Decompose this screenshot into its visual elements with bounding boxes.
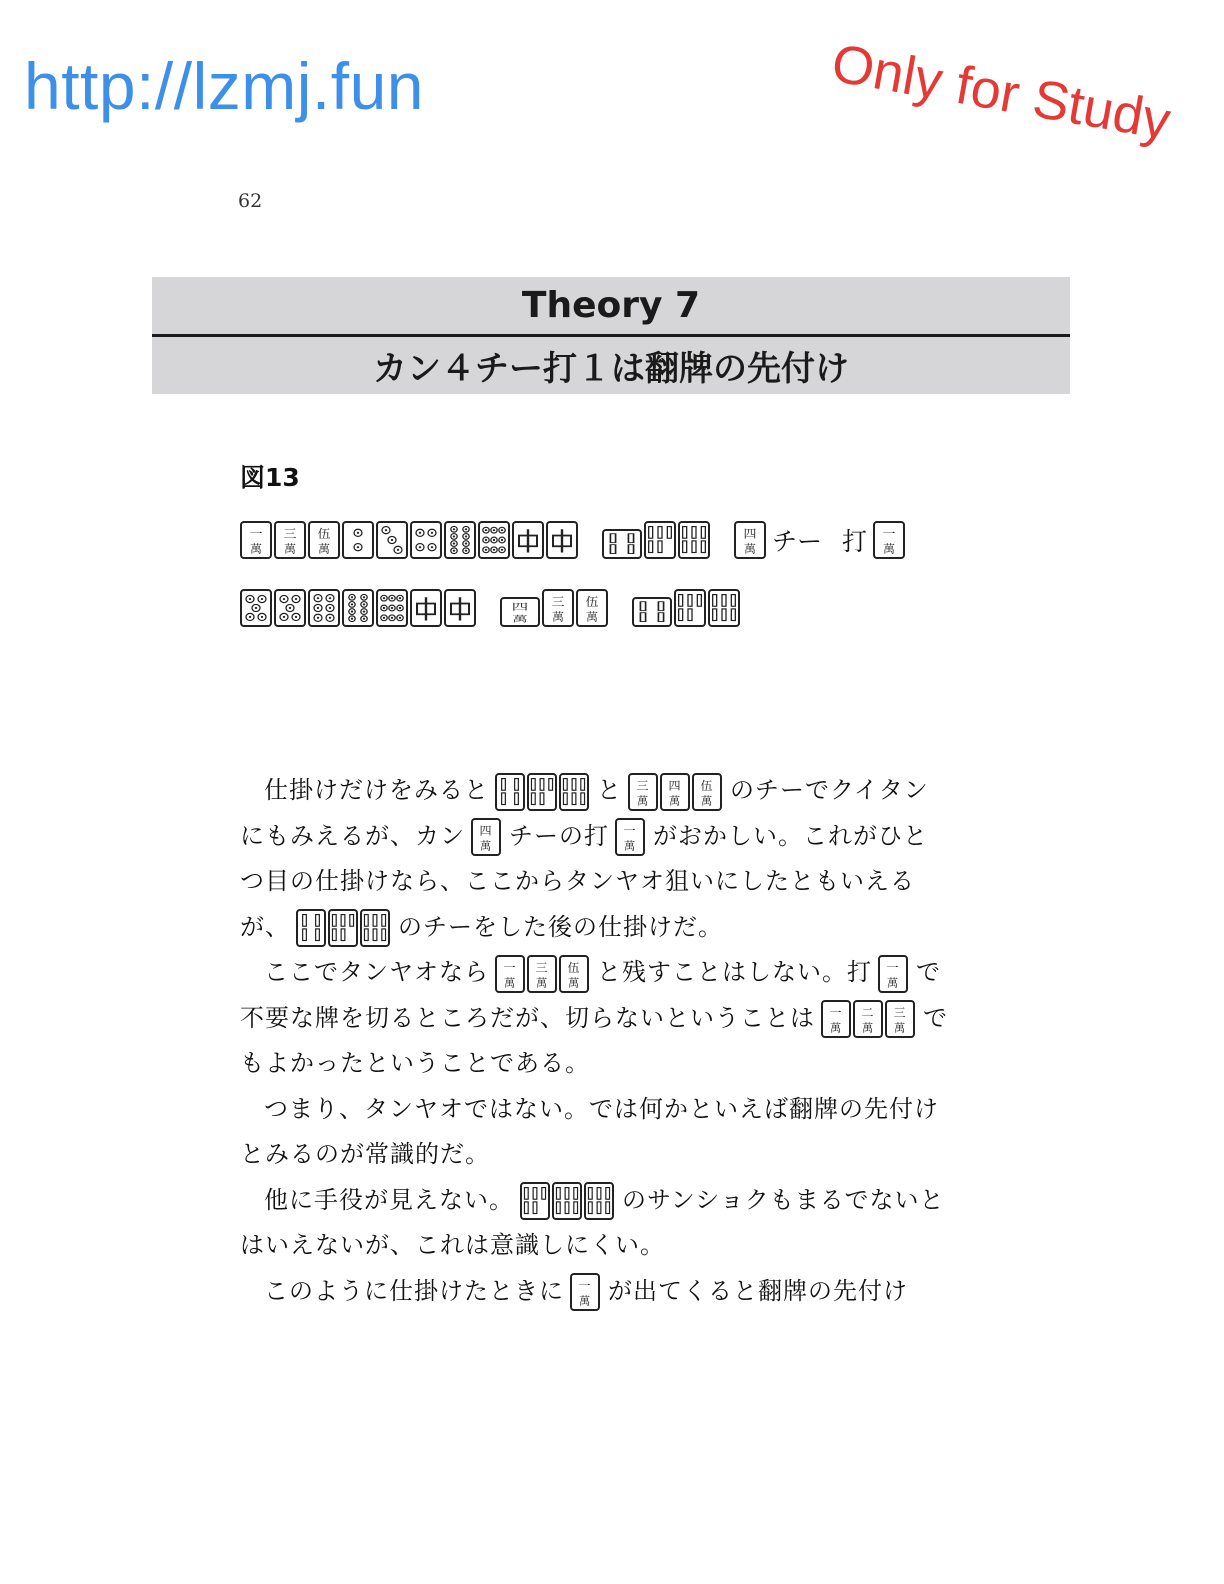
tile-sou-5-icon (674, 589, 706, 627)
svg-text:萬: 萬 (479, 839, 493, 853)
svg-text:四: 四 (511, 602, 529, 613)
body-paragraph (240, 1269, 948, 1315)
tile-man-1-icon (873, 521, 905, 559)
svg-text:萬: 萬 (700, 794, 714, 807)
svg-text:萬: 萬 (586, 610, 598, 624)
body-text-run: と (597, 776, 622, 804)
tile-man-1-icon (615, 818, 645, 856)
watermark-url: http://lzmj.fun (24, 49, 424, 123)
figure-row-2 (240, 589, 742, 627)
tile-man-5-icon (576, 589, 608, 627)
body-text-run: のサンショクもまるでないとはいえないが、これは意識しにくい。 (240, 1185, 945, 1259)
tile-pin-5-icon (274, 589, 306, 627)
tile-sou-5-icon (328, 909, 358, 947)
tile-man-4-icon (734, 521, 766, 559)
svg-text:一: 一 (886, 960, 900, 974)
body-text-run: つまり、タンヤオではない。では何かといえば翻牌の先付けとみるのが常識的だ。 (240, 1094, 939, 1168)
figure-label: 図13 (240, 463, 300, 492)
tile-man-3-icon (527, 955, 557, 993)
svg-text:伍: 伍 (567, 960, 581, 974)
svg-text:一: 一 (623, 823, 637, 838)
tile-sou-4-icon (296, 909, 326, 947)
inline-tile-group (520, 1182, 616, 1220)
svg-text:三: 三 (893, 1005, 907, 1020)
tile-sou-4-icon (632, 597, 672, 627)
svg-text:萬: 萬 (883, 542, 896, 556)
tile-man-1-icon (495, 955, 525, 993)
tile-pin-9-icon (376, 589, 408, 627)
svg-text:萬: 萬 (552, 610, 564, 624)
inline-tile-group (821, 1000, 917, 1038)
tile-pin-8-icon (342, 589, 374, 627)
theory-header-box (152, 277, 1070, 394)
inline-tile-group (296, 909, 392, 947)
tile-pin-4-icon (410, 521, 442, 559)
tile-pin-6-icon (308, 589, 340, 627)
tile-man-4-icon (660, 773, 690, 811)
svg-text:二: 二 (861, 1005, 875, 1020)
tile-man-3-icon (542, 589, 574, 627)
inline-tile-group (570, 1273, 602, 1311)
svg-text:一: 一 (829, 1005, 843, 1020)
body-text-run: が出てくると翻牌の先付け (608, 1276, 908, 1305)
tile-man-1-icon (570, 1273, 600, 1311)
inline-tile-group (495, 773, 591, 811)
body-text-run: でもよかったということである。 (240, 1003, 948, 1077)
svg-text:萬: 萬 (636, 794, 650, 807)
tile-man-5-icon (559, 955, 589, 993)
svg-text:三: 三 (283, 526, 297, 541)
svg-text:一: 一 (503, 960, 517, 974)
svg-text:三: 三 (535, 960, 549, 974)
page-number: 62 (238, 190, 263, 212)
svg-text:伍: 伍 (585, 594, 599, 609)
tile-man-5-icon (692, 773, 722, 811)
svg-text:伍: 伍 (700, 778, 714, 792)
tile-chun-icon (512, 521, 544, 559)
body-text-run: で不要な牌を切るところだが、切らないということは (240, 958, 941, 1032)
body-text-run: 他に手役が見えない。 (264, 1185, 514, 1214)
theory-title: カン４チー打１は翻牌の先付け (373, 349, 849, 389)
tile-sou-6-icon (678, 521, 710, 559)
svg-text:萬: 萬 (250, 542, 262, 556)
tile-man-3-icon (885, 1000, 915, 1038)
tile-man-2-icon (853, 1000, 883, 1038)
tile-pin-5-icon (240, 589, 272, 627)
svg-text:萬: 萬 (668, 794, 682, 807)
svg-text:萬: 萬 (535, 976, 549, 989)
svg-text:一: 一 (882, 526, 896, 541)
svg-text:一: 一 (578, 1278, 592, 1293)
svg-text:萬: 萬 (284, 542, 296, 556)
tile-chun-icon (410, 589, 442, 627)
tile-chun-icon (546, 521, 578, 559)
svg-text:萬: 萬 (512, 614, 528, 624)
tile-man-1-icon (878, 955, 908, 993)
tile-man-1-icon (821, 1000, 851, 1038)
inline-tile-group (495, 955, 591, 993)
body-text (240, 768, 948, 1314)
tile-man-4-icon (471, 818, 501, 856)
inline-tile-group (471, 818, 503, 856)
tile-sou-5-icon (644, 521, 676, 559)
tile-sou-6-icon (708, 589, 740, 627)
tile-sou-6-icon (552, 1182, 582, 1220)
tile-pin-9-icon (478, 521, 510, 559)
body-text-run: のチーでクイタンにもみえるが、カン (240, 776, 929, 850)
inline-tile-group (615, 818, 647, 856)
tile-man-5-icon (308, 521, 340, 559)
body-text-run: 仕掛けだけをみると (264, 776, 489, 804)
tile-man-4-icon (500, 597, 540, 627)
tile-pin-2-icon (342, 521, 374, 559)
figure-row-1 (240, 521, 907, 559)
svg-text:萬: 萬 (886, 976, 900, 989)
svg-text:萬: 萬 (318, 542, 330, 556)
tile-sou-4-icon (495, 773, 525, 811)
discard-text: 打 (842, 527, 868, 556)
tile-sou-5-icon (520, 1182, 550, 1220)
inline-tile-group (628, 773, 724, 811)
svg-text:三: 三 (551, 594, 565, 609)
tile-pin-8-icon (444, 521, 476, 559)
svg-text:萬: 萬 (578, 1294, 592, 1308)
body-paragraph (240, 950, 948, 1087)
watermark-study-note: Only for Study (827, 32, 1175, 152)
body-text-run: このように仕掛けたときに (264, 1276, 564, 1305)
body-paragraph (240, 768, 948, 950)
body-text-run: がおかしい。これがひとつ目の仕掛けなら、ここからタンヤオ狙いにしたともいえるが、 (240, 821, 928, 941)
body-paragraph (240, 1178, 948, 1269)
svg-text:萬: 萬 (744, 542, 756, 556)
tile-sou-5-icon (527, 773, 557, 811)
svg-text:萬: 萬 (503, 976, 517, 989)
svg-text:四: 四 (743, 526, 757, 541)
tile-sou-4-icon (602, 529, 642, 559)
call-text: チー (772, 527, 823, 556)
svg-text:三: 三 (636, 778, 650, 792)
svg-text:萬: 萬 (893, 1021, 907, 1035)
tile-man-3-icon (628, 773, 658, 811)
tile-sou-6-icon (584, 1182, 614, 1220)
body-text-run: と残すことはしない。打 (597, 958, 872, 986)
svg-text:萬: 萬 (623, 839, 637, 853)
svg-text:四: 四 (668, 778, 682, 792)
body-paragraph (240, 1087, 948, 1178)
tile-chun-icon (444, 589, 476, 627)
theory-label: Theory 7 (521, 285, 701, 326)
tile-sou-6-icon (559, 773, 589, 811)
svg-text:一: 一 (249, 526, 263, 541)
svg-text:四: 四 (479, 823, 493, 838)
svg-text:萬: 萬 (861, 1021, 875, 1035)
body-text-run: チーの打 (509, 821, 609, 850)
svg-text:萬: 萬 (829, 1021, 843, 1035)
body-text-run: のチーをした後の仕掛けだ。 (398, 912, 723, 941)
svg-text:伍: 伍 (317, 526, 331, 541)
tile-pin-3-icon (376, 521, 408, 559)
tile-man-3-icon (274, 521, 306, 559)
body-text-run: ここでタンヤオなら (264, 958, 489, 986)
svg-text:萬: 萬 (567, 976, 581, 989)
tile-man-1-icon (240, 521, 272, 559)
tile-sou-6-icon (360, 909, 390, 947)
inline-tile-group (878, 955, 910, 993)
